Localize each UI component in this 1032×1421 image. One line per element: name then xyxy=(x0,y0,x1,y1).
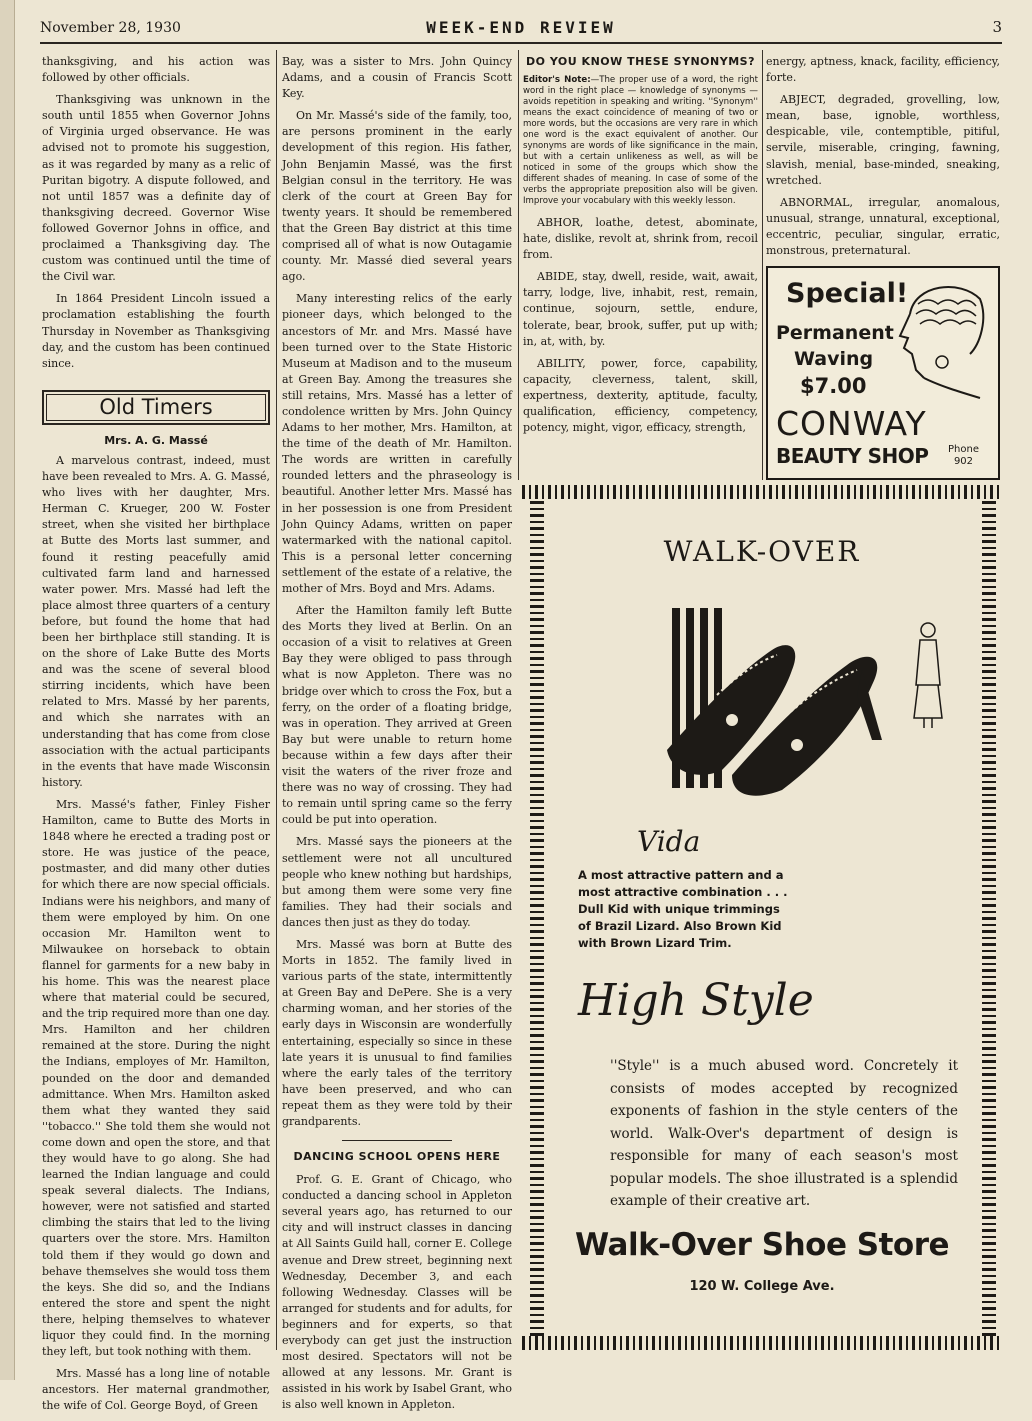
shoe-illustration-icon xyxy=(662,600,962,820)
ornamental-border xyxy=(982,499,996,1336)
conway-phone xyxy=(948,444,979,468)
old-timers-title: Old Timers xyxy=(46,394,266,421)
dancing-school-headline: DANCING SCHOOL OPENS HERE xyxy=(293,1150,501,1164)
paragraph: Mrs. Massé's father, Finley Fisher Hamilton, came to Butte des Morts in 1848 where he erected a trading post or store. He was justice of the peace, postmaster, and did many other duties for which there are now special officials. Indians were his neighbors, and many of them were employed by him. On one occasion Mr. Hamilton went to Milwaukee on horseback to obtain flannel for garments for a new baby in his home. This was the nearest place where that material could be secured, and the trip required more than one day. Mrs. Hamilton and her children remained at the store. During the night the Indians, employes of Mr. Hamilton, pounded on the door and demanded admittance. When Mrs. Hamilton asked them what they wanted they said ''tobacco.'' She told them she would not come down and open the store, and that they would have to go along. She had learned the Indian language and could speak several dialects. The Indians, however, were not satisfied and started climbing the stairs that led to the living quarters over the store. Mrs. Hamilton told them if they would go down and behave themselves she would toss them the keys. She did so, and the Indians entered the store and spent the night there, helping themselves to whatever liquor they could find. In the morning they left, but took nothing with them. xyxy=(42,797,270,1359)
synonym-entry: energy, aptness, knack, facility, efficiency, forte. xyxy=(766,55,1000,85)
walkover-description: A most attractive pattern and a most attractive combination . . . Dull Kid with unique trimmings of Brazil Lizard. Also Brown Kid with Brown Lizard Trim. xyxy=(578,868,788,950)
byline: Mrs. A. G. Massé xyxy=(104,433,208,447)
note-text: —The proper use of a word, the right word in the right place — knowledge of synonyms — avoids repetition in speaking and writing. ''Synonym'' means the exact coincidence of meaning of two or more words, but the occasions are very rare in which one word is the exact equivalent of another. Our synonyms are words of like significance in the main, but with a certain unlikeness as well, as will be noticed in some of the groups which show the different shades of meaning. In case of some of the verbs the appropriate preposition also will be given. Improve your vocabulary with this weekly lesson. xyxy=(523,75,758,206)
page-number: 3 xyxy=(992,18,1002,36)
conway-special: Special! xyxy=(786,278,909,309)
synonym-entry: ABHOR, loathe, detest, abominate, hate, dislike, revolt at, shrink from, recoil from. xyxy=(523,216,758,262)
conway-line2: Waving xyxy=(794,348,874,370)
paragraph: Many interesting relics of the early pioneer days, which belonged to the ancestors of Mr. and Mrs. Massé have been turned over to the State Historic Museum at Madison and to the museum at Green Bay. Among the treasures she still retains, Mrs. Massé has a letter of condolence written by Mrs. John Quincy Adams to her mother, Mrs. Hamilton, at the time of the death of Mr. Hamilton. The words are written in carefully rounded letters and the phraseology is beautiful. Another letter Mrs. Massé has in her possession is one from President John Quincy Adams, written on paper watermarked with the national capitol. This is a personal letter concerning settlement of the estate of a relative, the mother of Mrs. Boyd and Mrs. Adams. xyxy=(282,292,512,595)
walkover-headline: High Style xyxy=(578,975,814,1026)
paragraph: Mrs. Massé says the pioneers at the settlement were not all uncultured people who knew nothing but hardships, but among them were some very fine families. They had their socials and dances then just as they do today. xyxy=(282,835,512,929)
phone-number: 902 xyxy=(953,456,974,467)
synonyms-column xyxy=(523,54,758,442)
paragraph: Mrs. Massé was born at Butte des Morts in 1852. The family lived in various parts of the state, intermittently at Green Bay and DePere. She is a very charming woman, and her stories of the early days in Wisconsin are wonderfully entertaining, especially so since in these late years it is unusual to find families where the early tales of the territory have been preserved, and who can repeat them as they were told by their grandparents. xyxy=(282,937,512,1128)
walkover-ad xyxy=(522,485,1002,1350)
paragraph: In 1864 President Lincoln issued a proclamation establishing the fourth Thursday in November as Thanksgiving day, and the custom has been continued since. xyxy=(42,292,270,370)
column-rule xyxy=(518,50,519,480)
conway-shop: BEAUTY SHOP xyxy=(776,444,929,468)
conway-line1: Permanent xyxy=(776,322,894,344)
paragraph: A marvelous contrast, indeed, must have been revealed to Mrs. A. G. Massé, who lives with her daughter, Mrs. Herman C. Krueger, 200 W. Foster street, when she visited her birthplace at Butte des Morts last summer, and found it resting peacefully amid cultivated farm land and harnessed water power. Mrs. Massé had left the place almost three quarters of a century before, but found the home that had been her birthplace still standing. It is on the shore of Lake Butte des Morts and was the scene of several blood stirring incidents, which have been related to Mrs. Massé by her parents, and which she narrates with an understanding that has come from close association with the actual participants in the events that have made Wisconsin history. xyxy=(42,453,270,789)
walkover-model: Vida xyxy=(637,825,701,858)
column-rule xyxy=(762,50,763,480)
old-timers-box xyxy=(42,390,270,425)
synonyms-heading: DO YOU KNOW THESE SYNONYMS? xyxy=(526,55,755,68)
column-rule xyxy=(276,50,277,1350)
header-date: November 28, 1930 xyxy=(40,20,181,36)
walkover-body: ''Style'' is a much abused word. Concretely it consists of modes accepted by recognized exponents of fashion in the style centers of the world. Walk-Over's department of design is responsible for many of each season's most popular models. The shoe illustrated is a splendid example of their creative art. xyxy=(610,1058,958,1209)
paragraph: Bay, was a sister to Mrs. John Quincy Adams, and a cousin of Francis Scott Key. xyxy=(282,55,512,101)
paragraph: On Mr. Massé's side of the family, too, are persons prominent in the early development of this region. His father, John Benjamin Massé, was the first Belgian consul in the territory. He was clerk of the court at Green Bay for twenty years. It should be remembered that the Green Bay district at this time comprised all of what is now Outagamie county. Mr. Massé died several years ago. xyxy=(282,109,512,284)
synonym-entry: ABILITY, power, force, capability, capacity, cleverness, talent, skill, expertness, dexterity, aptitude, faculty, qualification, efficiency, competency, potency, might, vigor, efficacy, strength, xyxy=(523,356,758,435)
column-two xyxy=(282,54,512,1420)
note-label: Editor's Note: xyxy=(523,75,591,85)
conway-name: CONWAY xyxy=(776,404,927,443)
column-one xyxy=(42,54,270,1421)
paragraph: After the Hamilton family left Butte des Morts they lived at Berlin. On an occasion of a visit to relatives at Green Bay they were obliged to pass through what is now Appleton. There was no bridge over which to cross the Fox, but a ferry, on the order of a floating bridge, was in operation. They arrived at Green Bay but were unable to return home because within a few days after their visit the waters of the river froze and there was no way of crossing. They had to remain until spring came so the ferry could be put into operation. xyxy=(282,604,512,827)
ornamental-border xyxy=(522,485,1002,499)
conway-price: $7.00 xyxy=(800,374,867,398)
paragraph: Mrs. Massé has a long line of notable ancestors. Her maternal grandmother, the wife of Col. George Boyd, of Green xyxy=(42,1367,270,1413)
synonym-entry: ABIDE, stay, dwell, reside, wait, await, tarry, lodge, live, inhabit, rest, remain, continue, sojourn, settle, endure, tolerate, bear, brook, suffer, put up with; in, at, with, by. xyxy=(523,270,758,348)
ornamental-border xyxy=(522,1336,1002,1350)
woman-portrait-icon xyxy=(880,274,990,404)
synonym-entry: ABNORMAL, irregular, anomalous, unusual, strange, unnatural, exceptional, eccentric, peculiar, singular, erratic, monstrous, preternatural. xyxy=(766,195,1000,258)
paragraph: Prof. G. E. Grant of Chicago, who conducted a dancing school in Appleton several years ago, has returned to our city and will instruct classes in dancing at All Saints Guild hall, corner E. College avenue and Drew street, beginning next Wednesday, December 3, and each following Wednesday. Classes will be arranged for students and for adults, for beginners and for experts, so that everybody can get just the instruction most desired. Spectators will not be allowed at any lessons. Mr. Grant is assisted in his work by Isabel Grant, who is also well known in Appleton. xyxy=(282,1173,512,1412)
phone-label: Phone xyxy=(948,444,979,455)
ornamental-border xyxy=(530,499,544,1336)
walkover-store: Walk-Over Shoe Store xyxy=(574,1227,950,1263)
paragraph: Thanksgiving was unknown in the south until 1855 when Governor Johns of Virginia urged observance. He was advised not to promote his suggestion, as it was regarded by many as a relic of Puritan bigotry. A dispute followed, and not until 1857 was a definite day of thanksgiving decreed. Governor Wise followed Governor Johns in office, and proclaimed a Thanksgiving day. The custom was continued until the time of the Civil war. xyxy=(42,93,270,284)
header-title: WEEK-END REVIEW xyxy=(426,18,616,37)
divider xyxy=(342,1140,452,1141)
conway-ad xyxy=(766,266,1000,480)
editors-note xyxy=(523,75,758,207)
walkover-brand: WALK-OVER xyxy=(663,535,861,568)
page-gutter xyxy=(0,0,15,1380)
synonyms-column-continued xyxy=(766,54,1000,265)
walkover-address: 120 W. College Ave. xyxy=(689,1279,835,1294)
page-header xyxy=(40,14,1002,44)
synonym-entry: ABJECT, degraded, grovelling, low, mean, base, ignoble, worthless, despicable, vile, contemptible, pitiful, servile, miserable, cringing, fawning, slavish, menial, base-minded, sneaking, wretched. xyxy=(766,93,1000,187)
paragraph: thanksgiving, and his action was followed by other officials. xyxy=(42,55,270,85)
